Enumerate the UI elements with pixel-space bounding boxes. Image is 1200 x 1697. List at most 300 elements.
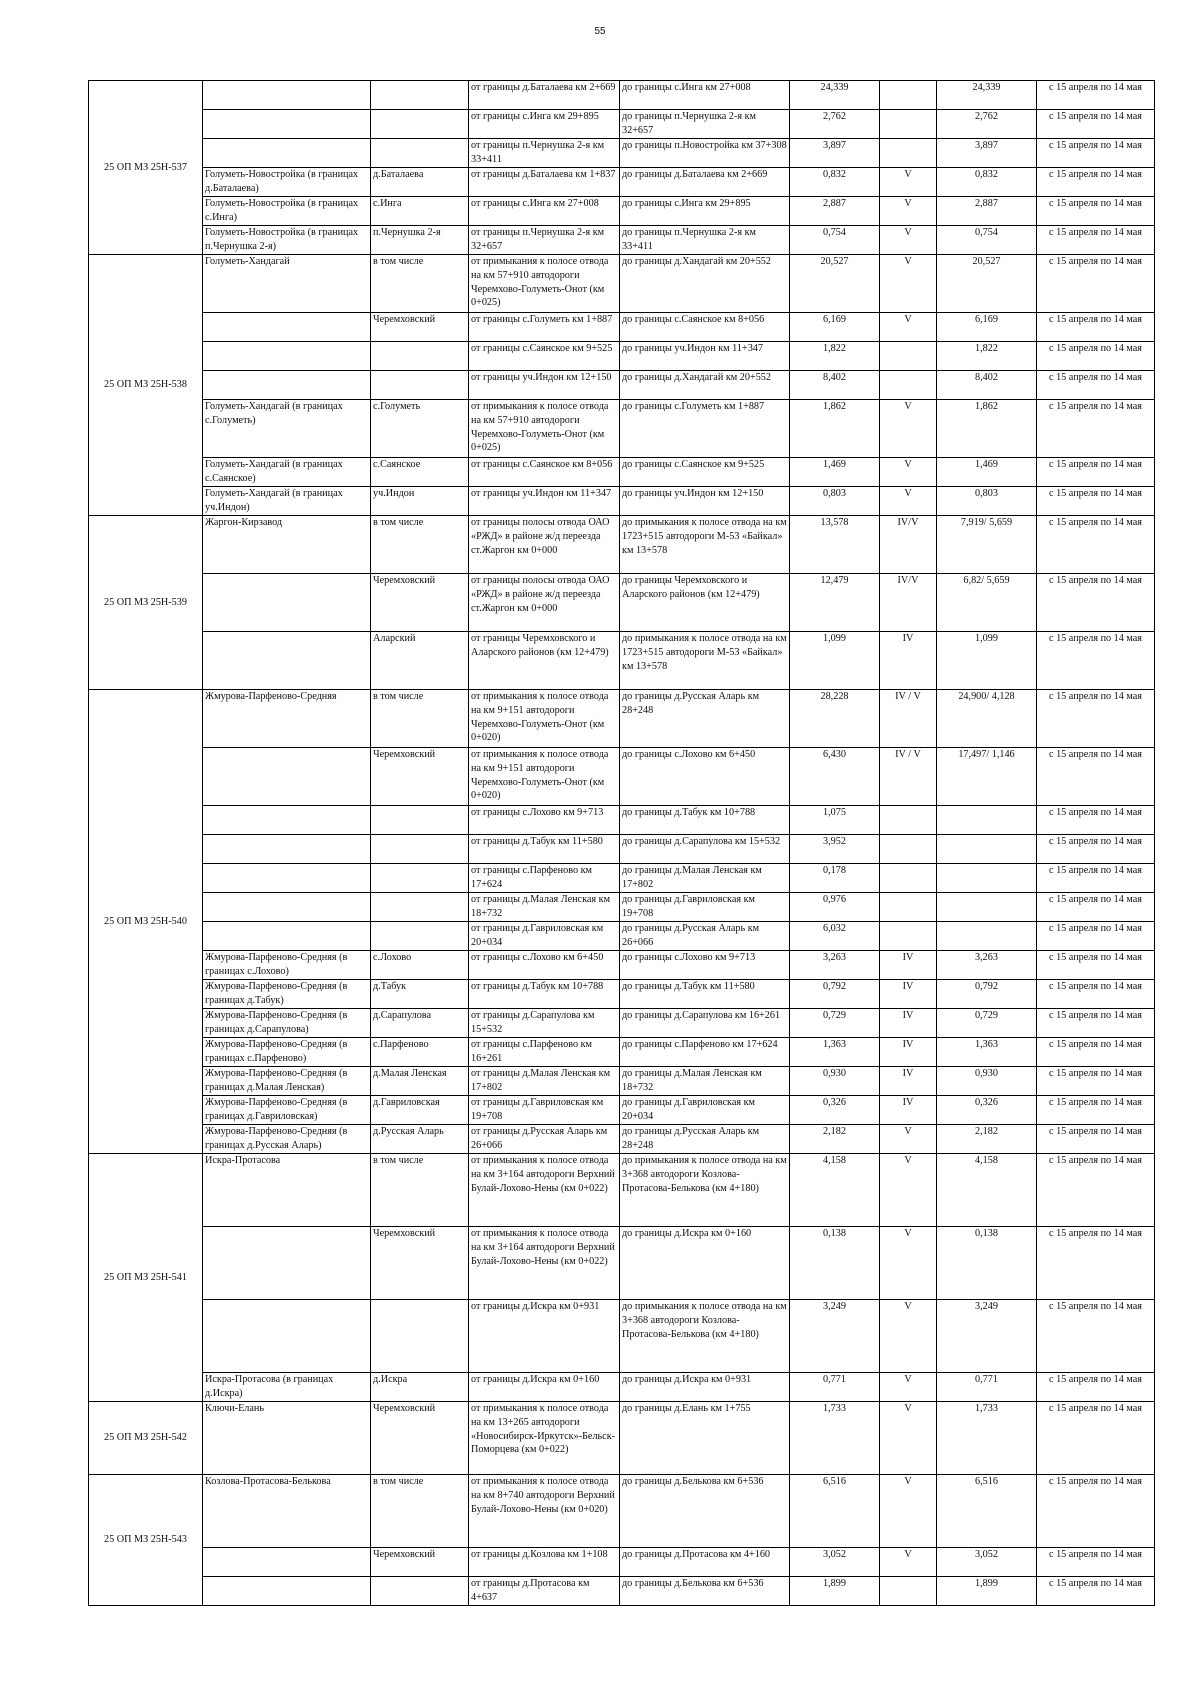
length-cell: 1,075 bbox=[790, 806, 880, 835]
category-cell bbox=[880, 835, 937, 864]
category-length-cell: 8,402 bbox=[937, 371, 1037, 400]
restriction-period-cell: с 15 апреля по 14 мая bbox=[1037, 893, 1155, 922]
segment-start-cell: от границы д.Козлова км 1+108 bbox=[469, 1548, 620, 1577]
category-cell bbox=[880, 922, 937, 951]
road-name-cell: Голуметь-Хандагай bbox=[203, 255, 371, 313]
segment-start-cell: от границы д.Баталаева км 1+837 bbox=[469, 168, 620, 197]
length-cell: 24,339 bbox=[790, 81, 880, 110]
segment-start-cell: от границы уч.Индон км 11+347 bbox=[469, 487, 620, 516]
segment-end-cell: до границы с.Саянское км 9+525 bbox=[620, 458, 790, 487]
table-row bbox=[89, 1125, 1155, 1154]
table-row bbox=[89, 1577, 1155, 1606]
restriction-period-cell: с 15 апреля по 14 мая bbox=[1037, 574, 1155, 632]
restriction-period-cell: с 15 апреля по 14 мая bbox=[1037, 371, 1155, 400]
segment-end-cell: до границы с.Голуметь км 1+887 bbox=[620, 400, 790, 458]
district-cell: д.Гавриловская bbox=[371, 1096, 469, 1125]
segment-end-cell: до границы д.Сарапулова км 15+532 bbox=[620, 835, 790, 864]
segment-start-cell: от примыкания к полосе отвода на км 3+164 автодороги Верхний Булай-Лохово-Нены (км 0+022) bbox=[469, 1154, 620, 1227]
length-cell: 1,099 bbox=[790, 632, 880, 690]
length-cell: 12,479 bbox=[790, 574, 880, 632]
length-cell: 3,897 bbox=[790, 139, 880, 168]
restriction-period-cell: с 15 апреля по 14 мая bbox=[1037, 1475, 1155, 1548]
table-row bbox=[89, 1402, 1155, 1475]
category-length-cell: 1,899 bbox=[937, 1577, 1037, 1606]
segment-end-cell: до границы д.Малая Ленская км 18+732 bbox=[620, 1067, 790, 1096]
district-cell: в том числе bbox=[371, 690, 469, 748]
road-name-cell bbox=[203, 922, 371, 951]
restriction-period-cell: с 15 апреля по 14 мая bbox=[1037, 951, 1155, 980]
road-name-cell: Голуметь-Новостройка (в границах п.Чернушка 2-я) bbox=[203, 226, 371, 255]
road-name-cell: Жмурова-Парфеново-Средняя bbox=[203, 690, 371, 748]
road-name-cell bbox=[203, 835, 371, 864]
segment-start-cell: от границы полосы отвода ОАО «РЖД» в районе ж/д переезда ст.Жаргон км 0+000 bbox=[469, 574, 620, 632]
length-cell: 1,862 bbox=[790, 400, 880, 458]
category-cell bbox=[880, 806, 937, 835]
length-cell: 6,169 bbox=[790, 313, 880, 342]
table-row bbox=[89, 806, 1155, 835]
category-cell: IV bbox=[880, 980, 937, 1009]
category-length-cell: 0,803 bbox=[937, 487, 1037, 516]
length-cell: 8,402 bbox=[790, 371, 880, 400]
segment-start-cell: от границы с.Инга км 27+008 bbox=[469, 197, 620, 226]
category-length-cell: 0,754 bbox=[937, 226, 1037, 255]
road-name-cell: Голуметь-Хандагай (в границах с.Голуметь) bbox=[203, 400, 371, 458]
table-row bbox=[89, 516, 1155, 574]
length-cell: 0,803 bbox=[790, 487, 880, 516]
segment-end-cell: до границы Черемховского и Аларского районов (км 12+479) bbox=[620, 574, 790, 632]
restriction-period-cell: с 15 апреля по 14 мая bbox=[1037, 1227, 1155, 1300]
length-cell: 2,762 bbox=[790, 110, 880, 139]
road-name-cell: Искра-Протасова (в границах д.Искра) bbox=[203, 1373, 371, 1402]
category-length-cell: 0,729 bbox=[937, 1009, 1037, 1038]
road-name-cell: Жаргон-Кирзавод bbox=[203, 516, 371, 574]
district-cell bbox=[371, 342, 469, 371]
segment-start-cell: от примыкания к полосе отвода на км 9+151 автодороги Черемхово-Голуметь-Онот (км 0+020) bbox=[469, 748, 620, 806]
category-length-cell: 1,733 bbox=[937, 1402, 1037, 1475]
table-row bbox=[89, 226, 1155, 255]
length-cell: 0,832 bbox=[790, 168, 880, 197]
restriction-period-cell: с 15 апреля по 14 мая bbox=[1037, 1009, 1155, 1038]
road-name-cell bbox=[203, 574, 371, 632]
road-name-cell bbox=[203, 139, 371, 168]
segment-end-cell: до границы д.Табук км 10+788 bbox=[620, 806, 790, 835]
length-cell: 6,516 bbox=[790, 1475, 880, 1548]
category-cell: V bbox=[880, 1548, 937, 1577]
category-length-cell: 1,363 bbox=[937, 1038, 1037, 1067]
district-cell: Аларский bbox=[371, 632, 469, 690]
category-cell: IV/V bbox=[880, 574, 937, 632]
segment-end-cell: до примыкания к полосе отвода на км 1723+515 автодороги М-53 «Байкал» км 13+578 bbox=[620, 516, 790, 574]
restriction-period-cell: с 15 апреля по 14 мая bbox=[1037, 255, 1155, 313]
table-row bbox=[89, 835, 1155, 864]
segment-start-cell: от границы с.Парфеново км 16+261 bbox=[469, 1038, 620, 1067]
category-length-cell: 0,326 bbox=[937, 1096, 1037, 1125]
category-length-cell bbox=[937, 864, 1037, 893]
restriction-period-cell: с 15 апреля по 14 мая bbox=[1037, 1154, 1155, 1227]
segment-start-cell: от границы д.Русская Аларь км 26+066 bbox=[469, 1125, 620, 1154]
segment-start-cell: от границы с.Парфеново км 17+624 bbox=[469, 864, 620, 893]
segment-start-cell: от примыкания к полосе отвода на км 8+740 автодороги Верхний Булай-Лохово-Нены (км 0+020) bbox=[469, 1475, 620, 1548]
category-cell bbox=[880, 139, 937, 168]
segment-start-cell: от границы д.Гавриловская км 20+034 bbox=[469, 922, 620, 951]
restriction-period-cell: с 15 апреля по 14 мая bbox=[1037, 313, 1155, 342]
table-row bbox=[89, 371, 1155, 400]
segment-end-cell: до границы д.Искра км 0+160 bbox=[620, 1227, 790, 1300]
category-length-cell: 1,822 bbox=[937, 342, 1037, 371]
restriction-period-cell: с 15 апреля по 14 мая bbox=[1037, 487, 1155, 516]
district-cell: в том числе bbox=[371, 255, 469, 313]
length-cell: 2,887 bbox=[790, 197, 880, 226]
segment-end-cell: до границы п.Чернушка 2-я км 33+411 bbox=[620, 226, 790, 255]
category-length-cell: 3,052 bbox=[937, 1548, 1037, 1577]
restriction-period-cell: с 15 апреля по 14 мая bbox=[1037, 632, 1155, 690]
road-name-cell: Козлова-Протасова-Белькова bbox=[203, 1475, 371, 1548]
segment-start-cell: от границы с.Лохово км 9+713 bbox=[469, 806, 620, 835]
district-cell: д.Искра bbox=[371, 1373, 469, 1402]
restriction-period-cell: с 15 апреля по 14 мая bbox=[1037, 81, 1155, 110]
table-row bbox=[89, 1475, 1155, 1548]
category-length-cell bbox=[937, 922, 1037, 951]
district-cell: с.Голуметь bbox=[371, 400, 469, 458]
category-cell bbox=[880, 81, 937, 110]
category-length-cell: 0,138 bbox=[937, 1227, 1037, 1300]
category-cell bbox=[880, 1577, 937, 1606]
district-cell bbox=[371, 864, 469, 893]
restriction-period-cell: с 15 апреля по 14 мая bbox=[1037, 922, 1155, 951]
table-row bbox=[89, 980, 1155, 1009]
road-name-cell bbox=[203, 371, 371, 400]
category-length-cell: 17,497/ 1,146 bbox=[937, 748, 1037, 806]
segment-start-cell: от границы с.Инга км 29+895 bbox=[469, 110, 620, 139]
district-cell: с.Саянское bbox=[371, 458, 469, 487]
table-row bbox=[89, 1096, 1155, 1125]
road-name-cell bbox=[203, 1300, 371, 1373]
category-cell: V bbox=[880, 226, 937, 255]
category-cell bbox=[880, 864, 937, 893]
segment-end-cell: до границы д.Гавриловская км 19+708 bbox=[620, 893, 790, 922]
category-cell: V bbox=[880, 168, 937, 197]
segment-start-cell: от примыкания к полосе отвода на км 57+910 автодороги Черемхово-Голуметь-Онот (км 0+025) bbox=[469, 400, 620, 458]
segment-end-cell: до границы с.Инга км 29+895 bbox=[620, 197, 790, 226]
district-cell bbox=[371, 893, 469, 922]
district-cell bbox=[371, 110, 469, 139]
length-cell: 1,733 bbox=[790, 1402, 880, 1475]
category-cell: V bbox=[880, 1475, 937, 1548]
road-code-cell: 25 ОП МЗ 25Н-541 bbox=[89, 1154, 203, 1402]
table-row bbox=[89, 632, 1155, 690]
table-row bbox=[89, 487, 1155, 516]
table-row bbox=[89, 255, 1155, 313]
segment-start-cell: от границы д.Табук км 11+580 bbox=[469, 835, 620, 864]
restriction-period-cell: с 15 апреля по 14 мая bbox=[1037, 835, 1155, 864]
segment-end-cell: до примыкания к полосе отвода на км 3+368 автодороги Козлова-Протасова-Белькова (км 4+180) bbox=[620, 1300, 790, 1373]
category-length-cell: 2,887 bbox=[937, 197, 1037, 226]
length-cell: 0,178 bbox=[790, 864, 880, 893]
road-name-cell: Жмурова-Парфеново-Средняя (в границах д.Малая Ленская) bbox=[203, 1067, 371, 1096]
category-cell: V bbox=[880, 197, 937, 226]
table-row bbox=[89, 1548, 1155, 1577]
segment-end-cell: до примыкания к полосе отвода на км 3+368 автодороги Козлова-Протасова-Белькова (км 4+180) bbox=[620, 1154, 790, 1227]
category-length-cell: 7,919/ 5,659 bbox=[937, 516, 1037, 574]
segment-start-cell: от границы полосы отвода ОАО «РЖД» в районе ж/д переезда ст.Жаргон км 0+000 bbox=[469, 516, 620, 574]
restriction-period-cell: с 15 апреля по 14 мая bbox=[1037, 1373, 1155, 1402]
table-row bbox=[89, 748, 1155, 806]
table-body bbox=[89, 81, 1155, 1606]
district-cell: д.Баталаева bbox=[371, 168, 469, 197]
segment-start-cell: от границы д.Искра км 0+160 bbox=[469, 1373, 620, 1402]
restriction-period-cell: с 15 апреля по 14 мая bbox=[1037, 1402, 1155, 1475]
length-cell: 28,228 bbox=[790, 690, 880, 748]
district-cell: в том числе bbox=[371, 1154, 469, 1227]
category-cell: V bbox=[880, 1373, 937, 1402]
restriction-period-cell: с 15 апреля по 14 мая bbox=[1037, 806, 1155, 835]
road-name-cell: Жмурова-Парфеново-Средняя (в границах д.Сарапулова) bbox=[203, 1009, 371, 1038]
road-name-cell: Голуметь-Новостройка (в границах с.Инга) bbox=[203, 197, 371, 226]
district-cell: с.Лохово bbox=[371, 951, 469, 980]
category-length-cell bbox=[937, 893, 1037, 922]
table-row bbox=[89, 922, 1155, 951]
segment-start-cell: от примыкания к полосе отвода на км 9+151 автодороги Черемхово-Голуметь-Онот (км 0+020) bbox=[469, 690, 620, 748]
table-row bbox=[89, 342, 1155, 371]
road-name-cell bbox=[203, 864, 371, 893]
restriction-period-cell: с 15 апреля по 14 мая bbox=[1037, 1067, 1155, 1096]
segment-end-cell: до границы с.Саянское км 8+056 bbox=[620, 313, 790, 342]
length-cell: 2,182 bbox=[790, 1125, 880, 1154]
category-cell: IV / V bbox=[880, 690, 937, 748]
table-row bbox=[89, 110, 1155, 139]
table-row bbox=[89, 313, 1155, 342]
category-length-cell: 3,249 bbox=[937, 1300, 1037, 1373]
category-length-cell: 0,832 bbox=[937, 168, 1037, 197]
category-cell: IV bbox=[880, 1067, 937, 1096]
segment-end-cell: до границы д.Баталаева км 2+669 bbox=[620, 168, 790, 197]
category-length-cell: 20,527 bbox=[937, 255, 1037, 313]
table-row bbox=[89, 1154, 1155, 1227]
road-code-cell: 25 ОП МЗ 25Н-542 bbox=[89, 1402, 203, 1475]
segment-start-cell: от границы уч.Индон км 12+150 bbox=[469, 371, 620, 400]
district-cell: Черемховский bbox=[371, 1548, 469, 1577]
district-cell bbox=[371, 371, 469, 400]
segment-start-cell: от границы с.Саянское км 8+056 bbox=[469, 458, 620, 487]
category-length-cell: 24,900/ 4,128 bbox=[937, 690, 1037, 748]
category-cell: V bbox=[880, 255, 937, 313]
road-name-cell bbox=[203, 1548, 371, 1577]
category-cell: IV bbox=[880, 1096, 937, 1125]
restriction-period-cell: с 15 апреля по 14 мая bbox=[1037, 168, 1155, 197]
length-cell: 6,430 bbox=[790, 748, 880, 806]
road-name-cell bbox=[203, 893, 371, 922]
table-row bbox=[89, 139, 1155, 168]
district-cell: п.Чернушка 2-я bbox=[371, 226, 469, 255]
district-cell: уч.Индон bbox=[371, 487, 469, 516]
segment-start-cell: от границы с.Голуметь км 1+887 bbox=[469, 313, 620, 342]
segment-start-cell: от границы д.Малая Ленская км 18+732 bbox=[469, 893, 620, 922]
district-cell bbox=[371, 806, 469, 835]
segment-end-cell: до границы уч.Индон км 11+347 bbox=[620, 342, 790, 371]
table-row bbox=[89, 1227, 1155, 1300]
restriction-period-cell: с 15 апреля по 14 мая bbox=[1037, 1577, 1155, 1606]
category-cell: V bbox=[880, 400, 937, 458]
segment-end-cell: до границы д.Белькова км 6+536 bbox=[620, 1577, 790, 1606]
road-name-cell: Жмурова-Парфеново-Средняя (в границах д.Гавриловская) bbox=[203, 1096, 371, 1125]
length-cell: 6,032 bbox=[790, 922, 880, 951]
district-cell: с.Парфеново bbox=[371, 1038, 469, 1067]
restriction-period-cell: с 15 апреля по 14 мая bbox=[1037, 226, 1155, 255]
category-length-cell: 4,158 bbox=[937, 1154, 1037, 1227]
category-cell: V bbox=[880, 1154, 937, 1227]
road-name-cell: Жмурова-Парфеново-Средняя (в границах с.Парфеново) bbox=[203, 1038, 371, 1067]
segment-end-cell: до границы д.Белькова км 6+536 bbox=[620, 1475, 790, 1548]
segment-start-cell: от примыкания к полосе отвода на км 57+910 автодороги Черемхово-Голуметь-Онот (км 0+025) bbox=[469, 255, 620, 313]
district-cell bbox=[371, 835, 469, 864]
length-cell: 3,249 bbox=[790, 1300, 880, 1373]
district-cell: Черемховский bbox=[371, 748, 469, 806]
table-row bbox=[89, 81, 1155, 110]
length-cell: 0,771 bbox=[790, 1373, 880, 1402]
segment-end-cell: до границы д.Искра км 0+931 bbox=[620, 1373, 790, 1402]
road-name-cell: Ключи-Елань bbox=[203, 1402, 371, 1475]
table-row bbox=[89, 1373, 1155, 1402]
road-name-cell: Жмурова-Парфеново-Средняя (в границах д.Табук) bbox=[203, 980, 371, 1009]
segment-end-cell: до границы д.Елань км 1+755 bbox=[620, 1402, 790, 1475]
road-name-cell bbox=[203, 313, 371, 342]
table-row bbox=[89, 893, 1155, 922]
district-cell bbox=[371, 81, 469, 110]
length-cell: 1,899 bbox=[790, 1577, 880, 1606]
length-cell: 13,578 bbox=[790, 516, 880, 574]
length-cell: 0,729 bbox=[790, 1009, 880, 1038]
roads-table bbox=[88, 80, 1155, 1606]
table-row bbox=[89, 574, 1155, 632]
district-cell: в том числе bbox=[371, 1475, 469, 1548]
category-length-cell: 1,099 bbox=[937, 632, 1037, 690]
segment-start-cell: от границы д.Сарапулова км 15+532 bbox=[469, 1009, 620, 1038]
category-cell: V bbox=[880, 1227, 937, 1300]
table-row bbox=[89, 1009, 1155, 1038]
road-code-cell: 25 ОП МЗ 25Н-538 bbox=[89, 255, 203, 516]
segment-end-cell: до границы д.Хандагай км 20+552 bbox=[620, 371, 790, 400]
category-length-cell bbox=[937, 806, 1037, 835]
segment-start-cell: от границы п.Чернушка 2-я км 32+657 bbox=[469, 226, 620, 255]
road-code-cell: 25 ОП МЗ 25Н-543 bbox=[89, 1475, 203, 1606]
category-cell: IV bbox=[880, 1009, 937, 1038]
restriction-period-cell: с 15 апреля по 14 мая bbox=[1037, 197, 1155, 226]
length-cell: 1,469 bbox=[790, 458, 880, 487]
road-name-cell: Жмурова-Парфеново-Средняя (в границах с.Лохово) bbox=[203, 951, 371, 980]
segment-start-cell: от границы д.Протасова км 4+637 bbox=[469, 1577, 620, 1606]
category-cell bbox=[880, 371, 937, 400]
road-name-cell bbox=[203, 1577, 371, 1606]
segment-end-cell: до границы д.Протасова км 4+160 bbox=[620, 1548, 790, 1577]
district-cell: Черемховский bbox=[371, 1402, 469, 1475]
district-cell: д.Табук bbox=[371, 980, 469, 1009]
category-cell: IV bbox=[880, 951, 937, 980]
length-cell: 3,052 bbox=[790, 1548, 880, 1577]
district-cell: д.Русская Аларь bbox=[371, 1125, 469, 1154]
category-length-cell: 3,897 bbox=[937, 139, 1037, 168]
length-cell: 20,527 bbox=[790, 255, 880, 313]
category-length-cell: 24,339 bbox=[937, 81, 1037, 110]
district-cell: Черемховский bbox=[371, 1227, 469, 1300]
road-name-cell: Голуметь-Новостройка (в границах д.Баталаева) bbox=[203, 168, 371, 197]
restriction-period-cell: с 15 апреля по 14 мая bbox=[1037, 110, 1155, 139]
category-length-cell: 6,169 bbox=[937, 313, 1037, 342]
segment-end-cell: до границы с.Инга км 27+008 bbox=[620, 81, 790, 110]
restriction-period-cell: с 15 апреля по 14 мая bbox=[1037, 342, 1155, 371]
segment-start-cell: от границы Черемховского и Аларского районов (км 12+479) bbox=[469, 632, 620, 690]
category-length-cell: 0,771 bbox=[937, 1373, 1037, 1402]
category-cell: IV / V bbox=[880, 748, 937, 806]
road-code-cell: 25 ОП МЗ 25Н-537 bbox=[89, 81, 203, 255]
restriction-period-cell: с 15 апреля по 14 мая bbox=[1037, 690, 1155, 748]
road-name-cell: Голуметь-Хандагай (в границах уч.Индон) bbox=[203, 487, 371, 516]
category-length-cell: 1,862 bbox=[937, 400, 1037, 458]
district-cell: д.Малая Ленская bbox=[371, 1067, 469, 1096]
length-cell: 0,754 bbox=[790, 226, 880, 255]
district-cell bbox=[371, 922, 469, 951]
category-cell: V bbox=[880, 1125, 937, 1154]
road-name-cell: Голуметь-Хандагай (в границах с.Саянское) bbox=[203, 458, 371, 487]
table-row bbox=[89, 690, 1155, 748]
road-name-cell bbox=[203, 632, 371, 690]
restriction-period-cell: с 15 апреля по 14 мая bbox=[1037, 748, 1155, 806]
category-cell bbox=[880, 110, 937, 139]
page-number: 55 bbox=[594, 26, 606, 37]
segment-end-cell: до границы п.Новостройка км 37+308 bbox=[620, 139, 790, 168]
segment-start-cell: от границы д.Малая Ленская км 17+802 bbox=[469, 1067, 620, 1096]
category-cell: V bbox=[880, 487, 937, 516]
restriction-period-cell: с 15 апреля по 14 мая bbox=[1037, 516, 1155, 574]
road-name-cell bbox=[203, 806, 371, 835]
length-cell: 0,792 bbox=[790, 980, 880, 1009]
segment-end-cell: до границы д.Малая Ленская км 17+802 bbox=[620, 864, 790, 893]
segment-end-cell: до границы уч.Индон км 12+150 bbox=[620, 487, 790, 516]
restriction-period-cell: с 15 апреля по 14 мая bbox=[1037, 864, 1155, 893]
district-cell: Черемховский bbox=[371, 574, 469, 632]
district-cell bbox=[371, 1300, 469, 1373]
segment-start-cell: от границы п.Чернушка 2-я км 33+411 bbox=[469, 139, 620, 168]
restriction-period-cell: с 15 апреля по 14 мая bbox=[1037, 1038, 1155, 1067]
table-row bbox=[89, 458, 1155, 487]
segment-start-cell: от границы д.Табук км 10+788 bbox=[469, 980, 620, 1009]
segment-end-cell: до границы с.Лохово км 6+450 bbox=[620, 748, 790, 806]
restriction-period-cell: с 15 апреля по 14 мая bbox=[1037, 458, 1155, 487]
length-cell: 1,822 bbox=[790, 342, 880, 371]
restriction-period-cell: с 15 апреля по 14 мая bbox=[1037, 980, 1155, 1009]
restriction-period-cell: с 15 апреля по 14 мая bbox=[1037, 1125, 1155, 1154]
segment-end-cell: до границы с.Парфеново км 17+624 bbox=[620, 1038, 790, 1067]
district-cell: в том числе bbox=[371, 516, 469, 574]
segment-start-cell: от границы д.Искра км 0+931 bbox=[469, 1300, 620, 1373]
table-row bbox=[89, 1038, 1155, 1067]
category-cell: IV bbox=[880, 632, 937, 690]
category-cell: V bbox=[880, 458, 937, 487]
table-row bbox=[89, 1067, 1155, 1096]
category-cell: V bbox=[880, 313, 937, 342]
segment-end-cell: до границы п.Чернушка 2-я км 32+657 bbox=[620, 110, 790, 139]
restriction-period-cell: с 15 апреля по 14 мая bbox=[1037, 400, 1155, 458]
district-cell: д.Сарапулова bbox=[371, 1009, 469, 1038]
road-name-cell: Искра-Протасова bbox=[203, 1154, 371, 1227]
segment-end-cell: до границы д.Русская Аларь км 26+066 bbox=[620, 922, 790, 951]
table-row bbox=[89, 168, 1155, 197]
segment-start-cell: от границы с.Лохово км 6+450 bbox=[469, 951, 620, 980]
restriction-period-cell: с 15 апреля по 14 мая bbox=[1037, 1548, 1155, 1577]
segment-end-cell: до границы д.Сарапулова км 16+261 bbox=[620, 1009, 790, 1038]
segment-start-cell: от примыкания к полосе отвода на км 13+265 автодороги «Новосибирск-Иркутск»-Бельск-Поморцева (км 0+022) bbox=[469, 1402, 620, 1475]
segment-end-cell: до границы д.Хандагай км 20+552 bbox=[620, 255, 790, 313]
category-cell bbox=[880, 342, 937, 371]
